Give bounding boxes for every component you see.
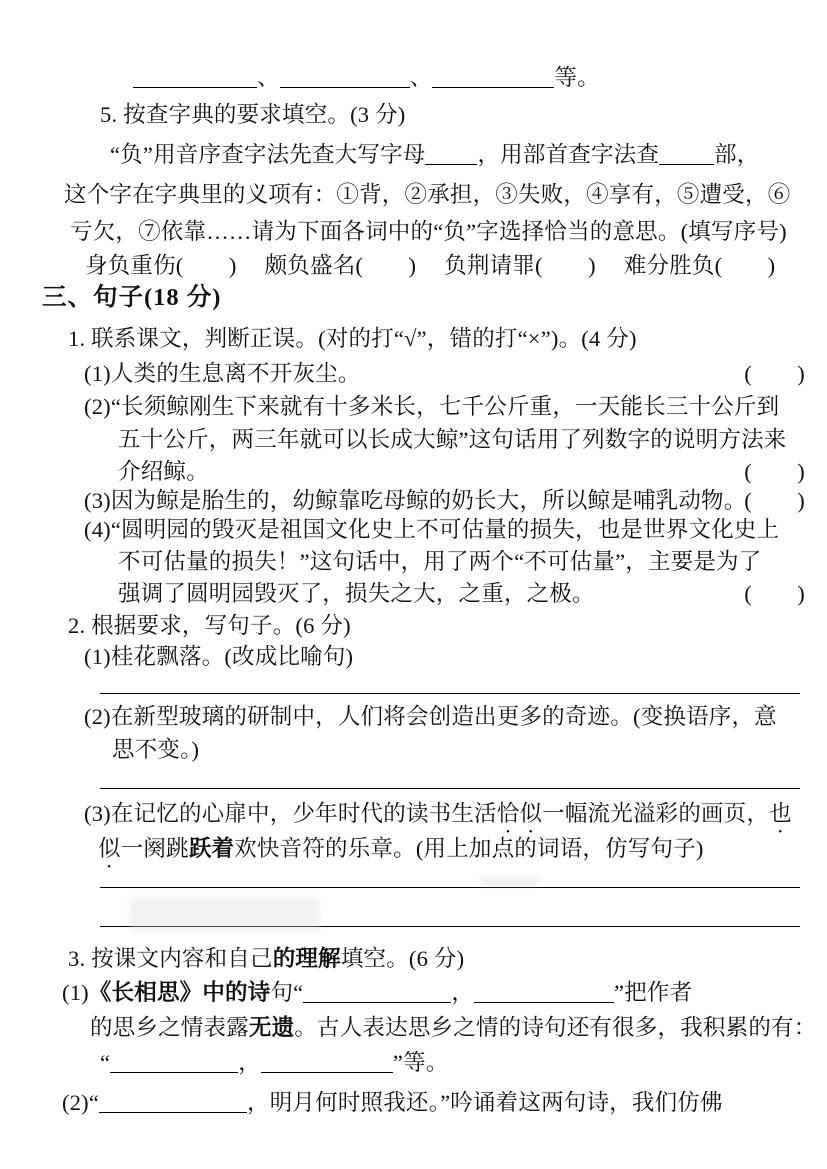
item-text: 欢快音符的乐章。(用上加点的词语，仿写句子) (234, 836, 704, 861)
q3-item1-line1 (62, 979, 692, 1007)
scan-artifact (130, 898, 320, 932)
item-text: 桂花飘落。(改成比喻句) (110, 644, 354, 669)
q1-item3 (84, 487, 746, 515)
dotted-word: 也 (769, 801, 792, 826)
answer-blank (110, 1050, 238, 1074)
answer-blank (133, 65, 257, 89)
q1-item2-line3: 介绍鲸。 (118, 459, 209, 484)
q5-line3: 亏欠，⑦依靠……请为下面各词中的“负”字选择恰当的意思。(填写序号) (70, 219, 787, 244)
q1-item1 (84, 360, 361, 388)
word-with-parens: 负荆请罪( ) (444, 253, 596, 278)
item-text: ， (451, 980, 475, 1005)
item-number: (2) (84, 394, 111, 419)
item-text: 。古人表达思乡之情的诗句还有很多，我积累的有： (294, 1015, 817, 1040)
q2-title: 2. 根据要求，写句子。(6 分) (68, 613, 351, 638)
separator: 、 (257, 65, 280, 90)
title-part: 3. 按课文内容和自己 (68, 946, 273, 971)
q1-item2-line2: 五十公斤，两三年就可以长成大鲸”这句话用了列数字的说明方法来 (118, 427, 787, 452)
q1-item4-line2: 不可估量的损失！”这句话中，用了两个“不可估量”，主要是为了 (118, 549, 762, 574)
answer-blank (659, 142, 714, 166)
item-number: (1) (84, 644, 111, 669)
answer-parens: ( ) (744, 459, 805, 484)
item-number: (3) (84, 488, 111, 513)
item-text: 的思乡之情表露 (90, 1015, 249, 1040)
q5-line2: 这个字在字典里的义项有：①背，②承担，③失败，④享有，⑤遭受，⑥ (64, 182, 791, 207)
q5-line1-c: 部， (714, 142, 760, 167)
item-text: “圆明园的毁灭是祖国文化史上不可估量的损失，也是世界文化史上 (110, 517, 780, 542)
item-text: “ (88, 1090, 100, 1115)
answer-parens: ( ) (744, 581, 805, 606)
answer-parens: ( ) (744, 361, 805, 386)
answer-blank (280, 65, 410, 89)
item-text: 因为鲸是胎生的，幼鲸靠吃母鲸的奶长大，所以鲸是哺乳动物。 (110, 488, 747, 513)
item-text: “ (100, 1050, 111, 1075)
item-text: 在新型玻璃的研制中，人们将会创造出更多的奇迹。(变换语序，意 (110, 704, 777, 729)
q5-line1-b: ，用部首查字法查 (477, 142, 660, 167)
item-text: ， (238, 1050, 261, 1075)
item-number: (2) (84, 704, 111, 729)
answer-line (100, 693, 800, 694)
item-text: ，明月何时照我还。”吟诵着这两句诗，我们仿佛 (247, 1090, 723, 1115)
item-number: (1) (84, 361, 111, 386)
item-text: 一幅流光溢彩的画页， (542, 801, 770, 826)
q2-item2-line1 (84, 703, 777, 731)
q5-line1 (110, 141, 760, 169)
q3-title (68, 945, 464, 973)
item-text: ”等。 (392, 1050, 449, 1075)
answer-parens: ( ) (744, 488, 805, 513)
q2-item3-line1 (84, 800, 792, 838)
dotted-word: 恰似 (496, 801, 543, 826)
answer-blank (425, 142, 477, 166)
bold-word: 无遗 (248, 1015, 295, 1040)
answer-blank (474, 980, 614, 1004)
item-text: 句“ (270, 980, 304, 1005)
q2-item3-line2 (98, 835, 704, 873)
item-text: ”把作者 (614, 980, 693, 1005)
separator: 、 (409, 65, 433, 90)
dotted-word: 似 (98, 836, 121, 861)
item-text: “长须鲸刚生下来就有十多米长，七千公斤重，一天能长三十公斤到 (110, 394, 780, 419)
q5-title: 5. 按查字典的要求填空。(3 分) (100, 102, 406, 127)
answer-blank (303, 980, 451, 1004)
item-text: 在记忆的心扉中，少年时代的读书生活 (110, 801, 497, 826)
item-number: (2) (62, 1090, 89, 1115)
answer-blank (432, 65, 554, 89)
title-part: 填空。(6 分) (340, 946, 465, 971)
bold-word: 跃着 (188, 836, 235, 861)
q1-item4-line1 (84, 516, 779, 544)
word-with-parens: 身负重伤( ) (85, 253, 237, 278)
word-with-parens: 难分胜负( ) (623, 253, 776, 278)
bold-word: 《长相思》中的诗 (88, 980, 271, 1005)
q3-item1-line2 (90, 1014, 816, 1042)
answer-line (100, 788, 800, 789)
q3-item2-line1 (62, 1089, 723, 1117)
q1-item4-line3: 强调了圆明园毁灭了，损失之大，之重，之极。 (118, 581, 595, 606)
q2-item2-line2: 思不变。) (112, 737, 200, 762)
q3-item1-line3 (100, 1049, 448, 1077)
q2-item1 (84, 643, 353, 671)
item-text: 人类的生息离不开灰尘。 (110, 361, 361, 386)
q5-line1-a: “负”用音序查字法先查大写字母 (110, 142, 426, 167)
scan-artifact (480, 876, 540, 886)
section-heading: 三、句子(18 分) (42, 284, 222, 311)
item-number: (4) (84, 517, 111, 542)
q1-item2-line1 (84, 393, 779, 421)
item-number: (1) (62, 980, 89, 1005)
bold-word: 的理解 (272, 946, 341, 971)
q1-title: 1. 联系课文，判断正误。(对的打“√”，错的打“×”)。(4 分) (68, 326, 637, 351)
top-blanks-row (133, 64, 600, 92)
word-with-parens: 颇负盛名( ) (264, 253, 417, 278)
answer-blank (99, 1090, 247, 1114)
answer-blank (261, 1050, 393, 1074)
q5-words-row (85, 252, 775, 280)
item-number: (3) (84, 801, 111, 826)
answer-line (100, 887, 800, 888)
top-line-tail: 等。 (554, 65, 600, 90)
item-text: 一阕跳 (120, 836, 189, 861)
